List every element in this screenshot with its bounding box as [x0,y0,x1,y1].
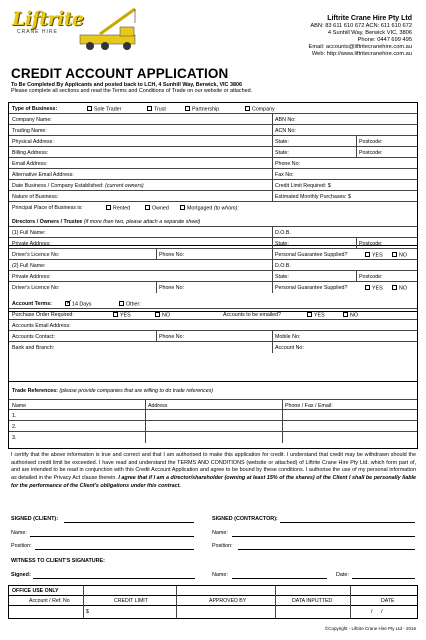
row-date-established[interactable] [9,180,417,191]
label-credit-limit: Credit Limit Required: $ [275,182,331,189]
checkbox-checked[interactable] [65,301,70,306]
divider [272,342,273,353]
trade-references-section [9,382,417,448]
checkbox[interactable] [180,205,185,210]
divider [272,114,273,124]
label-dob: D.O.B. [275,229,291,236]
label-yes: YES [372,285,383,292]
label-14-days: 14 Days [72,301,92,308]
intro-line-1: To Be Completed By Applicants and posted back to LCH, 4 Sunhill Way, Berwick, VIC 3806 [11,82,242,88]
office-heading: OFFICE USE ONLY [9,586,417,596]
ref-number: 2. [12,423,17,430]
row-nature[interactable] [9,191,417,202]
label-sole-trader: Sole Trader [94,106,122,113]
witness-name-line[interactable] [232,578,327,579]
label-witness: WITNESS TO CLIENT'S SIGNATURE: [11,558,105,564]
declaration-liability: I agree that if I am a director/shareholder (owning at least 15% of the shares) of the Client I shall be personally liable for the performance of the Client's obligations under this contract. [11,475,417,489]
label-trading-name: Trading Name: [12,127,47,134]
row-business-type [9,103,417,114]
office-dollar: $ [86,609,89,615]
label-monthly: Estimated Monthly Purchases: $ [275,193,351,200]
divider [272,227,273,237]
option-mortgaged[interactable] [180,205,239,212]
label-position-client: Position: [11,543,32,549]
label-guarantee: Personal Guarantee Supplied? [275,284,348,291]
row-trading-name[interactable] [9,125,417,136]
trade-heading [12,388,213,394]
option-trust[interactable] [147,106,166,113]
option-other[interactable] [119,301,141,308]
divider [272,169,273,179]
col-account-ref: Account / Ref. No [29,598,70,604]
row-director2-licence[interactable] [9,282,417,293]
col-approved-by: APPROVED BY [209,598,247,604]
form-intro [11,82,252,95]
label-yes: YES [120,312,131,319]
option-partnership[interactable] [185,106,219,113]
label-name-client: Name: [11,530,27,536]
divider [272,125,273,135]
signature-line-client[interactable] [64,522,194,523]
witness-signature-line[interactable] [33,578,195,579]
row-trade-ref-2[interactable] [9,421,417,432]
label-no: NO [162,312,170,319]
col-data-inputted: DATA INPUTTED [292,598,333,604]
label-date-est-note: (current owners) [105,182,144,189]
divider [145,421,146,431]
option-po-no[interactable] [155,312,170,319]
col-phone: Phone / Fax / Email: [285,402,333,409]
divider [156,249,157,259]
label-no: NO [399,285,407,292]
row-trade-header [9,399,417,410]
signature-line-contractor[interactable] [280,522,415,523]
witness-date-line[interactable] [352,578,415,579]
label-email: Email Address: [12,160,48,167]
divider [272,260,273,270]
checkbox[interactable] [147,106,152,111]
label-private-address: Private Address: [12,273,51,280]
divider [272,180,273,190]
label-phone: Phone No: [159,333,185,340]
row-physical-address[interactable] [9,136,417,147]
divider [83,586,84,618]
declaration-text: I certify that the above information is true and correct and that I am authorised to make this application for credit. I understand that credit may be withdrawn should the authorised credit limit be exceeded. I have read and understand the TERMS AND CONDITIONS (website or attached) of Liftrite Crane Hire Pty Ltd. which form part of, and are intended to be read in conjunction with this Credit Account Application and agree to be bound by these conditions. I authorise the use of my personal information as detailed in the Privacy Act clause therein. [11,452,416,482]
col-address: Address [148,402,168,409]
divider [282,421,283,431]
label-yes: YES [314,312,325,319]
trade-heading-text: Trade References: [12,387,58,394]
label-phone: Phone No: [159,251,185,258]
label-business-type: Type of Business: [12,105,58,112]
row-billing-address[interactable] [9,147,417,158]
label-account-terms: Account Terms: [12,300,52,307]
label-po-required: Purchase Order Required: [12,311,74,318]
label-nature: Nature of Business: [12,193,59,200]
option-sole-trader[interactable] [87,106,121,113]
label-name-contractor: Name: [212,530,228,536]
divider [356,238,357,248]
logo-tagline: CRANE HIRE [17,29,58,35]
label-rented: Rented [113,205,131,212]
divider [272,282,273,293]
divider [282,400,283,409]
row-director1-name[interactable] [9,227,417,238]
declaration [11,452,416,491]
label-state: State: [275,138,289,145]
checkbox[interactable] [87,106,92,111]
option-owned[interactable] [145,205,169,212]
row-trade-heading [9,385,417,396]
position-line-contractor[interactable] [238,549,415,550]
row-account-terms [9,298,417,309]
divider [356,271,357,281]
divider [282,410,283,420]
divider [275,586,276,618]
directors-heading-note: (if more than two, please attach a separate sheet) [83,218,201,225]
company-abn: ABN: 83 611 610 672 ACN: 611 610 672 [310,23,412,29]
label-trust: Trust [154,106,166,113]
intro-line-2: Please complete all sections and read the Terms and Conditions of Trade on our website or attached. [11,88,253,95]
position-line-client[interactable] [35,549,194,550]
row-director1-address[interactable] [9,238,417,249]
label-licence: Driver's Licence No: [12,284,60,291]
directors-heading [12,219,200,225]
row-directors-heading [9,216,417,227]
company-logo [10,5,150,55]
divider [272,249,273,259]
row-accounts-email[interactable] [9,320,417,331]
label-partnership: Partnership [192,106,220,113]
label-postcode: Postcode: [359,149,383,156]
checkbox[interactable] [392,252,397,257]
label-alt-email: Alternative Email Address: [12,171,74,178]
label-full-name-1: (1) Full Name: [12,229,46,236]
label-state: State: [275,273,289,280]
office-use-box [8,585,418,619]
label-postcode: Postcode: [359,273,383,280]
divider [156,331,157,341]
checkbox[interactable] [113,312,118,317]
checkbox[interactable] [343,312,348,317]
logo-text: Liftrite [12,8,84,30]
option-emailed-yes[interactable] [307,312,325,319]
row-director2-address[interactable] [9,271,417,282]
label-mobile: Mobile No: [275,333,301,340]
divider [272,136,273,146]
label-phone: Phone No: [159,284,185,291]
label-mortgaged: Mortgaged [187,205,213,212]
form-title: CREDIT ACCOUNT APPLICATION [11,66,229,81]
company-email: Email: accounts@liftritecranehire.com.au [308,44,412,50]
trade-heading-note: (please provide companies that are willing to do trade references) [59,387,214,394]
application-form [8,102,418,449]
divider [272,238,273,248]
label-date-established [12,183,144,189]
col-name: Name [12,402,27,409]
company-phone: Phone: 0447 699 495 [357,37,412,43]
label-company-name: Company Name: [12,116,52,123]
divider [145,400,146,409]
company-details [309,14,412,58]
label-owned: Owned [152,205,169,212]
divider [272,271,273,281]
directors-heading-text: Directors / Owners / Trustee [12,218,83,225]
name-line-client[interactable] [30,536,194,537]
label-no: NO [350,312,358,319]
checkbox[interactable] [365,285,370,290]
label-account-no: Account No: [275,344,304,351]
label-principal: Principal Place of Business is: [12,204,83,211]
divider [145,410,146,420]
row-alt-email[interactable] [9,169,417,180]
label-abn: ABN No: [275,116,296,123]
label-fax: Fax No: [275,171,294,178]
option-rented[interactable] [106,205,130,212]
label-no: NO [399,252,407,259]
checkbox[interactable] [365,252,370,257]
label-mortgaged-note: (to whom): [213,205,239,212]
label-phone: Phone No: [275,160,301,167]
row-director2-name[interactable] [9,260,417,271]
label-yes: YES [372,252,383,259]
label-billing-address: Billing Address: [12,149,49,156]
ref-number: 3. [12,434,17,441]
option-po-yes[interactable] [113,312,131,319]
option-guarantee-yes[interactable] [365,252,383,259]
company-name: Liftrite Crane Hire Pty Ltd [327,15,412,22]
label-postcode: Postcode: [359,138,383,145]
checkbox[interactable] [155,312,160,317]
office-columns [9,596,417,606]
row-email[interactable] [9,158,417,169]
label-state: State: [275,240,289,247]
label-physical-address: Physical Address: [12,138,54,145]
row-purchase-order [9,309,417,320]
divider [356,136,357,146]
company-web: Web: http://www.liftritecranehire.com.au [311,51,412,57]
row-company-name[interactable] [9,114,417,125]
row-director1-licence[interactable] [9,249,417,260]
checkbox[interactable] [392,285,397,290]
label-licence: Driver's Licence No: [12,251,60,258]
office-date-sep: / / [371,609,383,615]
account-section [9,294,417,382]
name-line-contractor[interactable] [232,536,415,537]
label-guarantee: Personal Guarantee Supplied? [275,251,348,258]
ref-number: 1. [12,412,17,419]
option-company[interactable] [245,106,275,113]
divider [350,586,351,618]
divider [176,586,177,618]
divider [356,147,357,157]
label-witness-signed: Signed: [11,572,31,578]
label-postcode: Postcode: [359,240,383,247]
label-accounts-contact: Accounts Contact: [12,333,55,340]
label-state: State: [275,149,289,156]
label-private-address: Private Address: [12,240,51,247]
label-signed-contractor: SIGNED (CONTRACTOR): [212,516,278,522]
divider [145,432,146,443]
divider [282,432,283,443]
divider [156,282,157,293]
divider [272,158,273,168]
label-accounts-email: Accounts Email Address: [12,322,71,329]
copyright: ©Copyright - Liftrite Crane Hire Pty Ltd - 2016 [324,626,416,631]
option-14-days[interactable] [65,301,91,308]
label-witness-name: Name: [212,572,228,578]
checkbox[interactable] [185,106,190,111]
label-company: Company [252,106,275,113]
col-credit-limit: CREDIT LIMIT [114,598,148,604]
label-bank: Bank and Branch: [12,344,55,351]
option-guarantee-no[interactable] [392,252,407,259]
label-full-name-2: (2) Full Name: [12,262,46,269]
option-guarantee-no[interactable] [392,285,407,292]
label-emailed: Accounts to be emailed? [223,311,282,318]
row-bank[interactable] [9,342,417,353]
label-dob: D.O.B. [275,262,291,269]
label-witness-date: Date: [336,572,349,578]
checkbox[interactable] [119,301,124,306]
company-address: 4 Sunhill Way, Berwick VIC, 3806 [327,30,412,36]
label-date-est-text: Date Business / Company Established: [12,182,104,189]
row-principal-place [9,202,417,213]
label-signed-client: SIGNED (CLIENT): [11,516,59,522]
row-accounts-contact[interactable] [9,331,417,342]
option-guarantee-yes[interactable] [365,285,383,292]
divider [272,191,273,201]
checkbox[interactable] [145,205,150,210]
divider [272,331,273,341]
row-trade-ref-3[interactable] [9,432,417,443]
divider [272,147,273,157]
label-other: Other: [126,301,141,308]
row-trade-ref-1[interactable] [9,410,417,421]
label-acn: ACN No: [275,127,296,134]
checkbox[interactable] [245,106,250,111]
checkbox[interactable] [106,205,111,210]
option-emailed-no[interactable] [343,312,358,319]
col-date: DATE [381,598,395,604]
checkbox[interactable] [307,312,312,317]
label-position-contractor: Position: [212,543,233,549]
